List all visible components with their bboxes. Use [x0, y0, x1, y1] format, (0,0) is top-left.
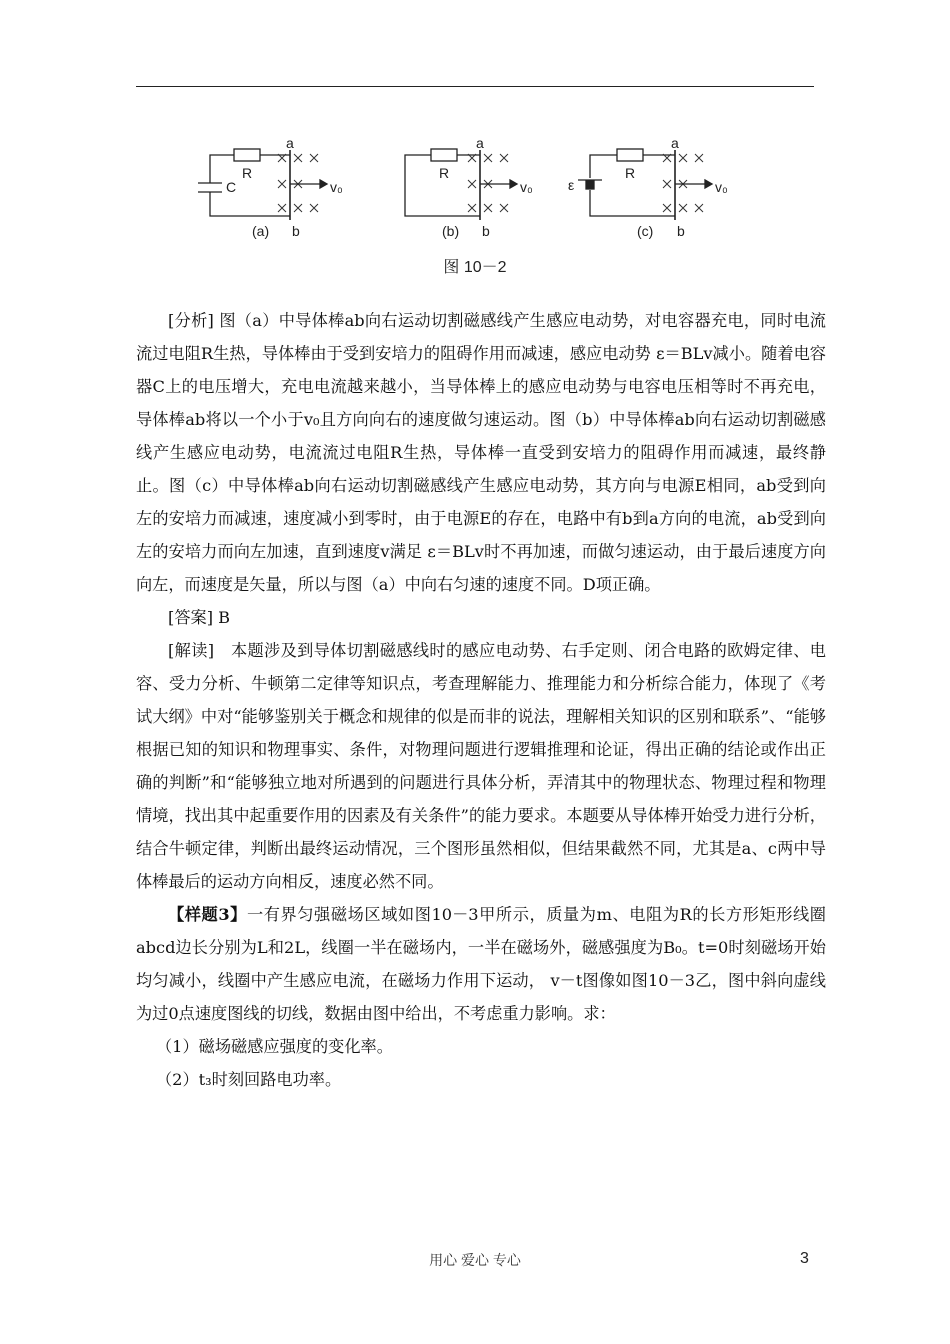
- panel-b-resistor: [431, 149, 457, 161]
- panel-b-velocity: v₀: [520, 179, 533, 195]
- panel-b-resistor-label: R: [439, 165, 450, 181]
- footer-motto: 用心 爱心 专心: [429, 1252, 521, 1268]
- question-2: （2）t₃时刻回路电功率。: [156, 1070, 342, 1089]
- panel-a-bottom-label: b: [292, 223, 300, 239]
- panel-c-resistor: [617, 149, 643, 161]
- panel-c-velocity: v₀: [715, 179, 728, 195]
- sample-text: 一有界匀强磁场区域如图10－3甲所示，质量为m、电阻为R的长方形矩形线圈abcd边长分别为L和2L，线圈一半在磁场内，一半在磁场外，磁感强度为B₀。t=0时刻磁场开始均匀减小，线圈中产生感应电流，在磁场力作用下运动， v－t图像如图10－3乙，图中斜向虚线为过0点速度图线的切线，数据由图中给出，不考虑重力影响。求：: [136, 905, 826, 1023]
- panel-a-resistor-label: R: [242, 165, 253, 181]
- question-1: （1）磁场磁感应强度的变化率。: [156, 1037, 393, 1056]
- panel-b-id: (b): [442, 223, 460, 239]
- panel-a-top-label: a: [286, 135, 294, 151]
- figure-caption: 图 10－2: [443, 259, 507, 276]
- sample-label: 【样题3】: [168, 905, 247, 924]
- panel-b-bottom-label: b: [482, 223, 490, 239]
- circuit-diagram: [190, 135, 730, 240]
- body-text: [136, 304, 826, 1096]
- battery-short-plate: [586, 181, 594, 189]
- panel-b-top-label: a: [476, 135, 484, 151]
- page-number: 3: [800, 1250, 809, 1267]
- velocity-arrows: [290, 180, 712, 188]
- panel-a-velocity: v₀: [330, 179, 343, 195]
- panel-a-id: (a): [252, 223, 270, 239]
- panel-a-resistor: [234, 149, 260, 161]
- panel-c-bottom-label: b: [677, 223, 685, 239]
- panel-c-id: (c): [637, 223, 654, 239]
- circuit-figure: [190, 135, 730, 240]
- interpretation-paragraph: [解读] 本题涉及到导体切割磁感线时的感应电动势、右手定则、闭合电路的欧姆定律、电容、受力分析、牛顿第二定律等知识点，考查理解能力、推理能力和分析综合能力，体现了《考试大纲》中对“能够鉴别关于概念和规律的似是而非的说法，理解相关知识的区别和联系”、“能够根据已知的知识和物理事实、条件，对物理问题进行逻辑推理和论证，得出正确的结论或作出正确的判断”和“能够独立地对所遇到的问题进行具体分析，弄清其中的物理状态、物理过程和物理情境，找出其中起重要作用的因素及有关条件”的能力要求。本题要从导体棒开始受力进行分析，结合牛顿定律，判断出最终运动情况，三个图形虽然相似，但结果截然不同，尤其是a、c两中导体棒最后的运动方向相反，速度必然不同。: [136, 641, 826, 891]
- analysis-paragraph: [分析] 图（a）中导体棒ab向右运动切割磁感线产生感应电动势，对电容器充电，同时电流流过电阻R生热，导体棒由于受到安培力的阻碍作用而减速，感应电动势 ε＝BLv减小。随着电容器C上的电压增大，充电电流越来越小，当导体棒上的感应电动势与电容电压相等时不再充电，导体棒ab将以一个小于v₀且方向向右的速度做匀速运动。图（b）中导体棒ab向右运动切割磁感线产生感应电动势，电流流过电阻R生热，导体棒一直受到安培力的阻碍作用而减速，最终静止。图（c）中导体棒ab向右运动切割磁感线产生感应电动势，其方向与电源E相同，ab受到向左的安培力而减速，速度减小到零时，由于电源E的存在，电路中有b到a方向的电流，ab受到向左的安培力而向左加速，直到速度v满足 ε＝BLv时不再加速，而做匀速运动，由于最后速度方向向左，而速度是矢量，所以与图（a）中向右匀速的速度不同。D项正确。: [136, 311, 826, 594]
- battery-label: ε: [568, 177, 575, 193]
- panel-c-wire-bottom: [590, 190, 675, 216]
- capacitor-label: C: [226, 179, 237, 195]
- sample-question: [136, 898, 826, 1030]
- panel-c-top-label: a: [671, 135, 679, 151]
- panel-c-resistor-label: R: [625, 165, 636, 181]
- answer-paragraph: [答案] B: [168, 608, 231, 627]
- header-rule: [136, 86, 814, 87]
